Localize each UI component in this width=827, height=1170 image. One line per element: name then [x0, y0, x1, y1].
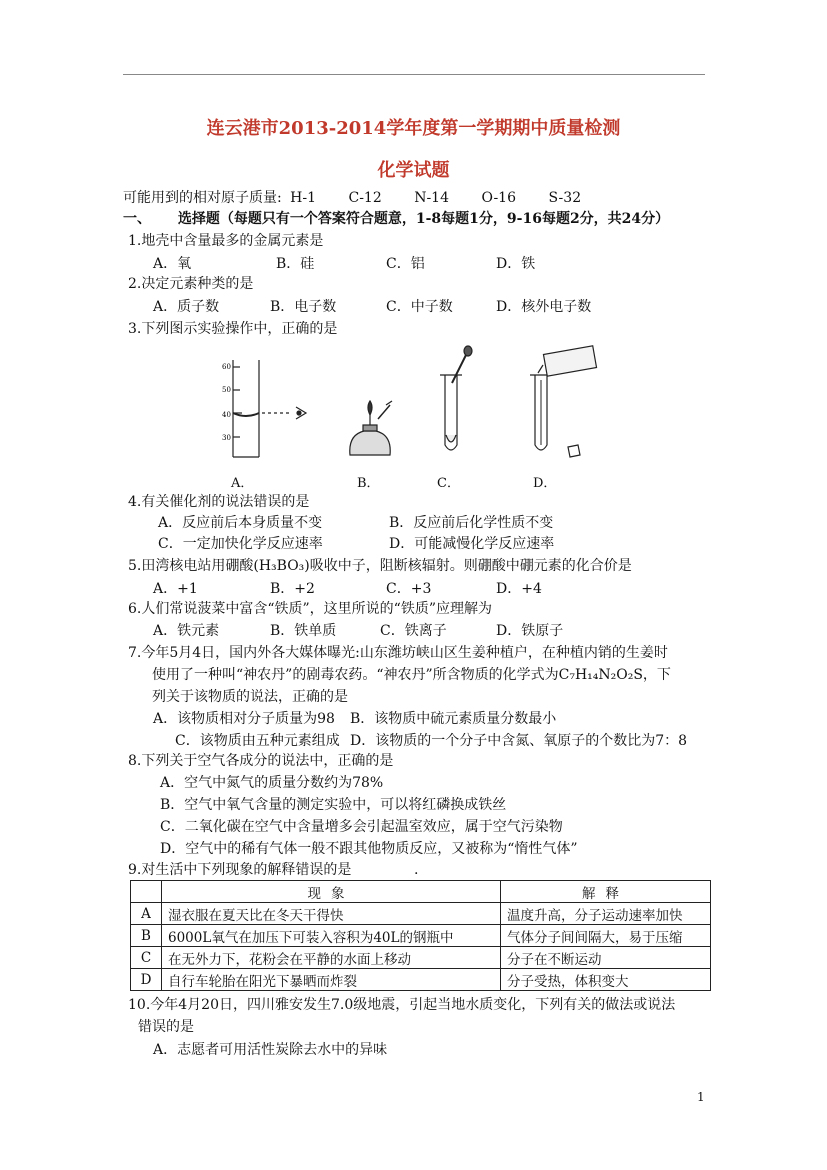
row-phenomenon: 自行车轮胎在阳光下暴晒而炸裂 [162, 969, 501, 991]
alcohol-lamp-diagram [350, 401, 392, 455]
pouring-bottle-diagram [530, 346, 597, 457]
q2-option-c: C．中子数 [386, 299, 453, 315]
q5-stem: 5.田湾核电站用硼酸(H₃BO₃)吸收中子，阻断核辐射。则硼酸中硼元素的化合价是 [128, 558, 632, 574]
table-header-blank [131, 881, 162, 903]
q7-option-c: C．该物质由五种元素组成 [175, 733, 340, 749]
table-header-phenomenon: 现象 [162, 881, 501, 903]
q1-option-c: C．铝 [386, 256, 425, 272]
atomic-mass-h: H-1 [290, 190, 317, 206]
q2-stem: 2.决定元素种类的是 [128, 276, 254, 292]
atomic-mass-o: O-16 [481, 190, 516, 206]
q4-option-d: D．可能减慢化学反应速率 [389, 536, 555, 552]
scale-30: 30 [222, 434, 231, 442]
q3-label-c: C． [437, 476, 460, 491]
table-row [131, 969, 711, 991]
row-explanation: 气体分子间间隔大，易于压缩 [501, 925, 711, 947]
q3-figures [200, 345, 620, 465]
graduated-cylinder-diagram [233, 360, 306, 457]
row-phenomenon: 湿衣服在夏天比在冬天干得快 [162, 903, 501, 925]
q6-option-a: A．铁元素 [153, 623, 220, 639]
section-heading [123, 210, 669, 228]
row-letter: A [131, 903, 162, 925]
q5-option-d: D．+4 [496, 581, 542, 597]
section-title: 选择题（每题只有一个答案符合题意，1-8每题1分，9-16每题2分，共24分） [177, 211, 670, 227]
q6-option-c: C．铁离子 [380, 623, 447, 639]
q1-stem: 1.地壳中含量最多的金属元素是 [128, 233, 324, 249]
page-number: 1 [697, 1090, 705, 1104]
table-row [131, 947, 711, 969]
row-letter: D [131, 969, 162, 991]
q6-option-b: B．铁单质 [270, 623, 337, 639]
q8-stem: 8.下列关于空气各成分的说法中，正确的是 [128, 753, 394, 769]
q9-stray-mark: . [414, 862, 419, 878]
q1-option-d: D．铁 [496, 256, 536, 272]
table-header-row [131, 881, 711, 903]
exam-subtitle: 化学试题 [377, 160, 450, 181]
q8-option-d: D．空气中的稀有气体一般不跟其他物质反应，又被称为“惰性气体” [160, 841, 578, 857]
q9-stem: 9.对生活中下列现象的解释错误的是 [128, 862, 352, 878]
row-explanation: 分子受热，体积变大 [501, 969, 711, 991]
row-phenomenon: 在无外力下，花粉会在平静的水面上移动 [162, 947, 501, 969]
q4-option-a: A．反应前后本身质量不变 [158, 515, 323, 531]
q8-option-c: C．二氧化碳在空气中含量增多会引起温室效应，属于空气污染物 [160, 819, 563, 835]
q1-option-a: A．氧 [153, 256, 192, 272]
q10-stem-line1: 10.今年4月20日，四川雅安发生7.0级地震，引起当地水质变化，下列有关的做法或说法 [128, 997, 676, 1013]
q8-option-b: B．空气中氧气含量的测定实验中，可以将红磷换成铁丝 [160, 797, 507, 813]
atomic-mass-label: 可能用到的相对原子质量: [123, 190, 282, 206]
q7-option-a: A．该物质相对分子质量为98 [153, 711, 335, 727]
atomic-mass-line [123, 189, 609, 207]
q4-option-b: B．反应前后化学性质不变 [389, 515, 554, 531]
q1-option-b: B．硅 [276, 256, 315, 272]
q4-stem: 4.有关催化剂的说法错误的是 [128, 494, 310, 510]
row-letter: B [131, 925, 162, 947]
scale-50: 50 [222, 386, 231, 394]
q10-stem-line2: 错误的是 [138, 1019, 194, 1035]
q7-stem-line3: 列关于该物质的说法，正确的是 [152, 689, 348, 705]
q9-table [130, 880, 711, 991]
q10-option-a: A．志愿者可用活性炭除去水中的异味 [153, 1042, 388, 1058]
q4-option-c: C．一定加快化学反应速率 [158, 536, 323, 552]
test-tube-dropper-diagram [440, 346, 472, 450]
q3-label-b: B． [357, 476, 380, 491]
header-rule [123, 74, 705, 75]
q3-label-d: D． [533, 476, 557, 491]
section-number: 一、 [123, 211, 151, 227]
atomic-mass-n: N-14 [414, 190, 449, 206]
atomic-mass-c: C-12 [348, 190, 382, 206]
table-row [131, 903, 711, 925]
exam-title: 连云港市2013-2014学年度第一学期期中质量检测 [206, 118, 621, 139]
q3-label-a: A． [231, 476, 254, 491]
row-phenomenon: 6000L氧气在加压下可装入容积为40L的钢瓶中 [162, 925, 501, 947]
q7-stem-line1: 7.今年5月4日，国内外各大媒体曝光:山东潍坊峡山区生姜种植户，在种植内销的生姜时 [128, 645, 668, 661]
row-explanation: 分子在不断运动 [501, 947, 711, 969]
q5-option-a: A．+1 [153, 581, 198, 597]
q7-option-b: B．该物质中硫元素质量分数最小 [350, 711, 557, 727]
q6-stem: 6.人们常说菠菜中富含“铁质”，这里所说的“铁质”应理解为 [128, 601, 492, 617]
scale-40: 40 [222, 411, 231, 419]
scale-60: 60 [222, 363, 231, 371]
row-letter: C [131, 947, 162, 969]
q7-stem-line2: 使用了一种叫“神农丹”的剧毒农药。“神农丹”所含物质的化学式为C₇H₁₄N₂O₂S，下 [152, 667, 671, 683]
table-row [131, 925, 711, 947]
q8-option-a: A．空气中氮气的质量分数约为78% [160, 775, 384, 791]
q3-stem: 3.下列图示实验操作中，正确的是 [128, 321, 338, 337]
q2-option-a: A．质子数 [153, 299, 220, 315]
row-explanation: 温度升高，分子运动速率加快 [501, 903, 711, 925]
q5-option-b: B．+2 [270, 581, 315, 597]
q2-option-d: D．核外电子数 [496, 299, 592, 315]
q2-option-b: B．电子数 [270, 299, 337, 315]
q6-option-d: D．铁原子 [496, 623, 564, 639]
table-header-explanation: 解释 [501, 881, 711, 903]
q7-option-d: D．该物质的一个分子中含氮、氧原子的个数比为7：8 [350, 733, 688, 749]
atomic-mass-s: S-32 [548, 190, 582, 206]
q5-option-c: C．+3 [386, 581, 432, 597]
